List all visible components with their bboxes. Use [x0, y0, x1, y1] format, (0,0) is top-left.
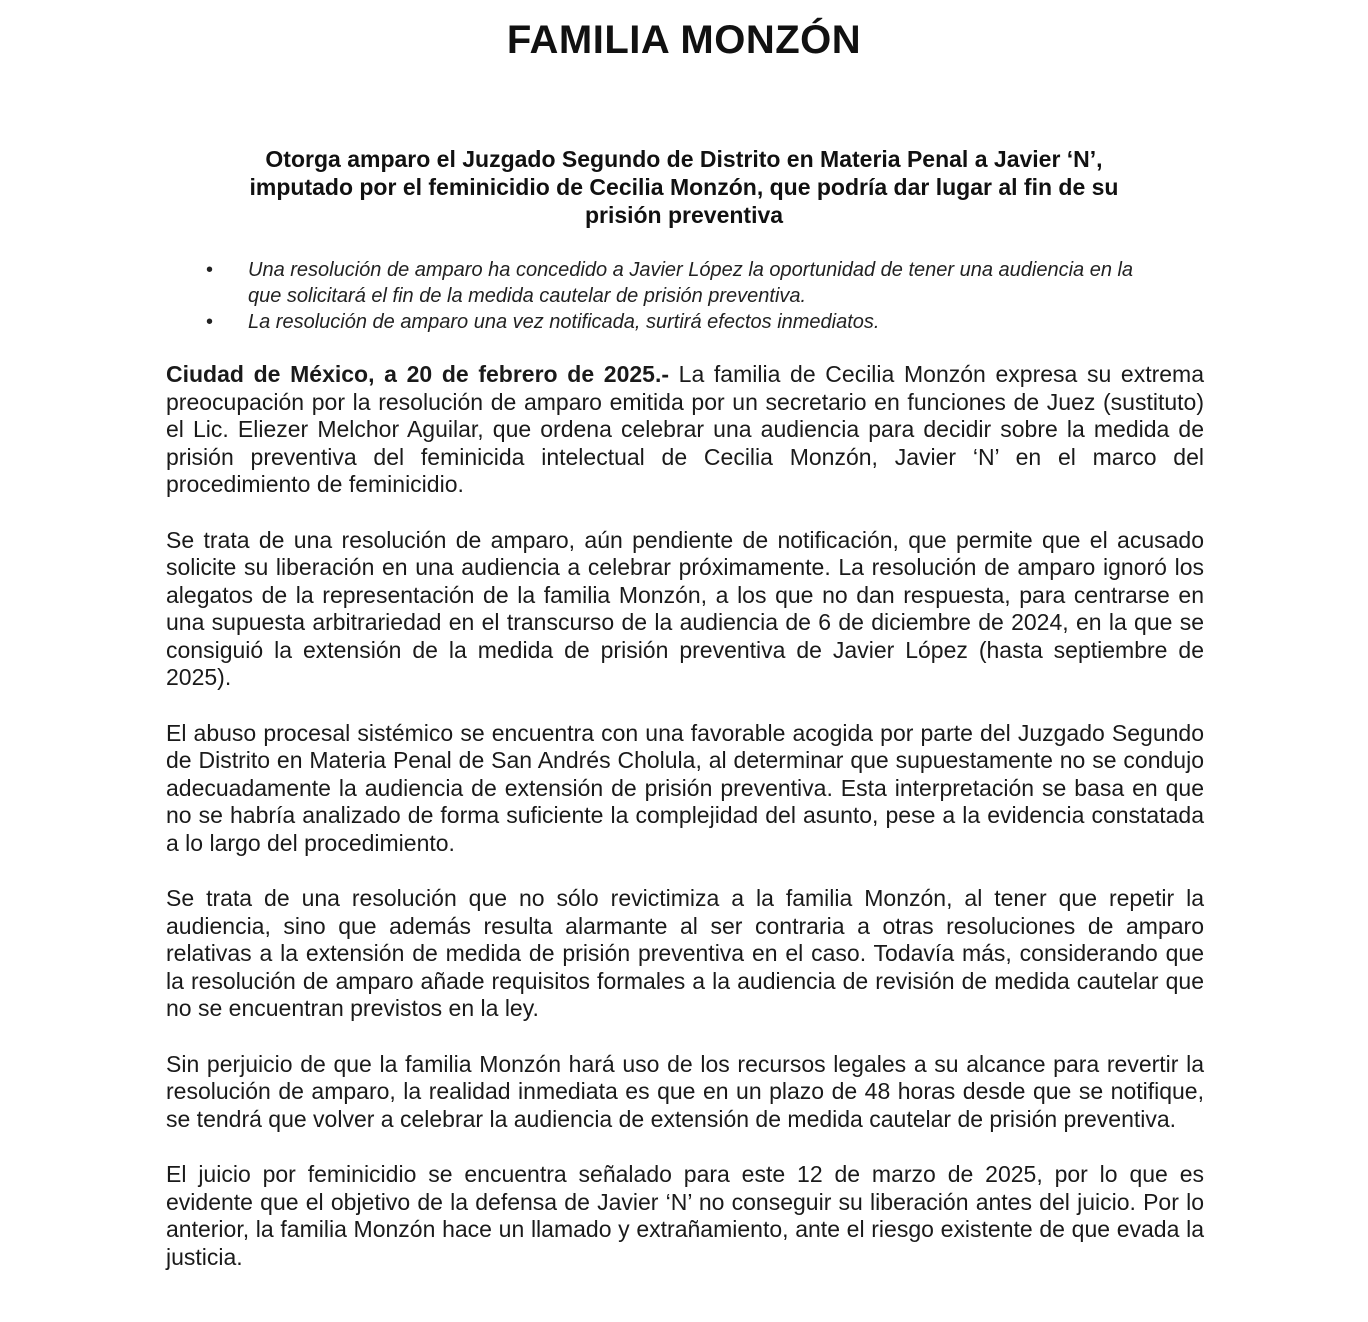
- headline-line-3: prisión preventiva: [584, 202, 784, 228]
- headline-line-2: imputado por el feminicidio de Cecilia Monzón, que podría dar lugar al fin de su: [249, 174, 1119, 200]
- bullet-marker: •: [206, 311, 214, 333]
- body-paragraph-6: El juicio por feminicidio se encuentra señalado para este 12 de marzo de 2025, por lo que es evidente que el objetivo de la defensa de Javier ‘N’ no conseguir su liberación antes del juicio. Por lo anterior, la familia Monzón hace un llamado y extrañamiento, ante el riesgo existente de que evada la justicia.: [166, 1161, 1204, 1270]
- body-paragraph-3: El abuso procesal sistémico se encuentra con una favorable acogida por parte del Juzgado Segundo de Distrito en Materia Penal de San Andrés Cholula, al determinar que supuestamente no se condujo adecuadamente la audiencia de extensión de prisión preventiva. Esta interpretación se basa en que no se habría analizado de forma suficiente la complejidad del asunto, pese a la evidencia constatada a lo largo del procedimiento.: [166, 719, 1204, 856]
- body-paragraph-1: [166, 361, 1204, 499]
- body-paragraph-5: Sin perjuicio de que la familia Monzón hará uso de los recursos legales a su alcance para revertir la resolución de amparo, la realidad inmediata es que en un plazo de 48 horas desde que se notifique, se tendrá que volver a celebrar la audiencia de extensión de medida cautelar de prisión preventiva.: [166, 1050, 1204, 1132]
- press-release-body: [166, 361, 1204, 1299]
- paragraph-text: La familia de Cecilia Monzón expresa su extrema preocupación por la resolución de amparo emitida por un secretario en funciones de Juez (sustituto) el Lic. Eliezer Melchor Aguilar, que ordena celebrar una audiencia para decidir sobre la medida de prisión preventiva del feminicida intelectual de Cecilia Monzón, Javier ‘N’ en el marco del procedimiento de feminicidio.: [166, 361, 1205, 497]
- summary-bullet-item: [200, 257, 1160, 309]
- dateline: Ciudad de México, a 20 de febrero de 2025.-: [166, 361, 669, 387]
- bullet-text: La resolución de amparo una vez notificada, surtirá efectos inmediatos.: [248, 311, 880, 333]
- press-release-headline: [160, 145, 1208, 229]
- summary-bullet-list: [200, 257, 1160, 335]
- organization-title: FAMILIA MONZÓN: [506, 18, 862, 62]
- summary-bullet-item: [200, 309, 1160, 335]
- bullet-marker: •: [206, 259, 214, 281]
- bullet-text: Una resolución de amparo ha concedido a Javier López la oportunidad de tener una audiencia en la que solicitará el fin de la medida cautelar de prisión preventiva.: [248, 259, 1134, 307]
- headline-line-1: Otorga amparo el Juzgado Segundo de Distrito en Materia Penal a Javier ‘N’,: [265, 146, 1103, 172]
- body-paragraph-4: Se trata de una resolución que no sólo revictimiza a la familia Monzón, al tener que repetir la audiencia, sino que además resulta alarmante al ser contraria a otras resoluciones de amparo relativas a la extensión de medida de prisión preventiva en el caso. Todavía más, considerando que la resolución de amparo añade requisitos formales a la audiencia de revisión de medida cautelar que no se encuentran previstos en la ley.: [166, 885, 1204, 1021]
- body-paragraph-2: Se trata de una resolución de amparo, aún pendiente de notificación, que permite que el acusado solicite su liberación en una audiencia a celebrar próximamente. La resolución de amparo ignoró los alegatos de la representación de la familia Monzón, a los que no dan respuesta, para centrarse en una supuesta arbitrariedad en el transcurso de la audiencia de 6 de diciembre de 2024, en la que se consiguió la extensión de la medida de prisión preventiva de Javier López (hasta septiembre de 2025).: [166, 526, 1204, 690]
